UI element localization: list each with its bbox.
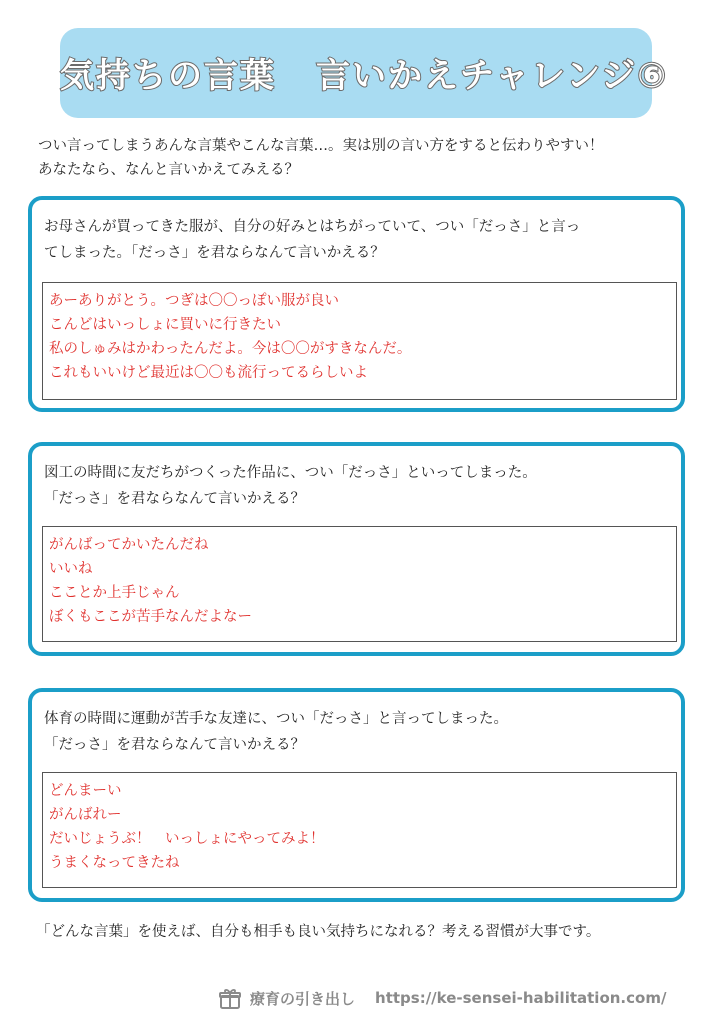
question-card-1	[28, 196, 685, 412]
intro-text	[38, 134, 698, 182]
question-line: 「だっさ」を君ならなんて言いかえる？	[44, 491, 305, 507]
brand-name: 療育の引き出し	[250, 989, 356, 1008]
question-text	[44, 460, 674, 512]
question-line: てしまった。「だっさ」を君ならなんて言いかえる？	[44, 245, 385, 261]
question-line: 体育の時間に運動が苦手な友達に、つい「だっさ」と言ってしまった。	[44, 711, 508, 727]
site-url[interactable]: https://ke-sensei-habilitation.com/	[375, 989, 667, 1007]
gift-icon	[218, 986, 242, 1010]
answer-box	[42, 282, 677, 400]
credit	[218, 984, 666, 1012]
question-line: お母さんが買ってきた服が、自分の好みとはちがっていて、つい「だっさ」と言っ	[44, 219, 581, 235]
answer-line: こんどはいっしょに買いに行きたい	[49, 317, 281, 333]
answer-line: だいじょうぶ！ いっしょにやってみよ！	[49, 831, 325, 847]
title-banner	[60, 28, 669, 118]
answer-line: いいね	[49, 561, 93, 577]
answer-line: これもいいけど最近は〇〇も流行ってるらしいよ	[49, 365, 368, 381]
question-card-2	[28, 442, 685, 656]
intro-line: あなたなら、なんと言いかえてみえる？	[38, 162, 299, 178]
answer-line: うまくなってきたね	[49, 855, 180, 871]
answer-box	[42, 526, 677, 642]
answer-box	[42, 772, 677, 888]
question-text	[44, 706, 674, 758]
question-card-3	[28, 688, 685, 902]
answer-line: あーありがとう。つぎは〇〇っぽい服が良い	[49, 293, 339, 309]
answer-line: どんまーい	[49, 783, 122, 799]
title-sub: 言いかえチャレンジ⑥	[316, 56, 669, 96]
answer-line: ぼくもここが苦手なんだよなー	[49, 609, 252, 625]
question-line: 「だっさ」を君ならなんて言いかえる？	[44, 737, 305, 753]
question-line: 図工の時間に友だちがつくった作品に、つい「だっさ」といってしまった。	[44, 465, 537, 481]
question-text	[44, 214, 674, 266]
answer-line: 私のしゅみはかわったんだよ。今は〇〇がすきなんだ。	[49, 341, 412, 357]
answer-line: こことか上手じゃん	[49, 585, 180, 601]
title-main: 気持ちの言葉	[60, 56, 276, 96]
answer-line: がんばれー	[49, 807, 122, 823]
footer-text: 「どんな言葉」を使えば、自分も相手も良い気持ちになれる？考える習慣が大事です。	[36, 924, 601, 940]
answer-line: がんばってかいたんだね	[49, 537, 209, 553]
intro-line: つい言ってしまうあんな言葉やこんな言葉…。実は別の言い方をすると伝わりやすい！	[38, 138, 604, 154]
page-title	[60, 48, 669, 97]
